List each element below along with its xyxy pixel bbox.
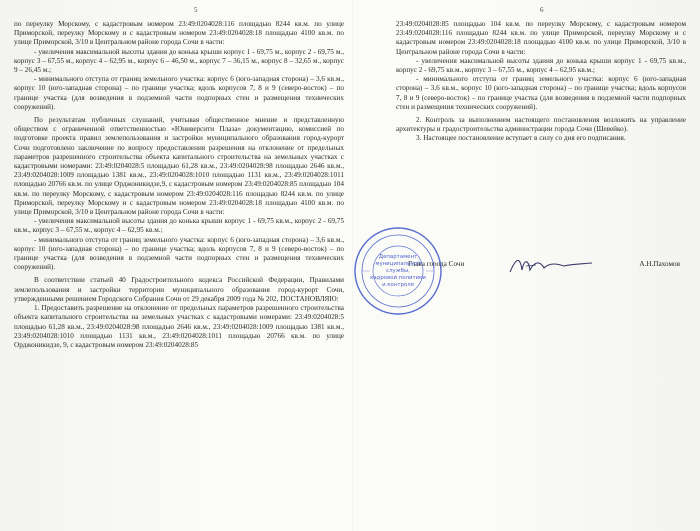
paragraph: По результатам публичных слушаний, учитывая общественное мнение и представленную обществом с ограниченной ответственностью «Юниверсити Плаза» документацию, комиссией по подготовке проекта правил землепользования и застройки муниципального образования город-курорт Сочи подготовлено заключение по вопросу предоставления разрешения на отклонение от предельных параметров разрешенного строительства объекта капитального строительства на земельных участках с кадастровыми номерами: 23:49:0204028:5 площадью 61,28 кв.м., 23:49:0204028:98 площадью 2646 кв.м., 23:49:0204028:1009 площадью 1381 кв.м., 23:49:0204028:1010 площадью 1131 кв.м., 23:49:0204028:1011 площадью 20766 кв.м. по улице Орджоникидзе,9, с кадастровым номером 23:49:0204028:85 площадью 104 кв.м. по переулку Морскому, с кадастровым номером 23:49:0204028:116 площадью 8244 кв.м. по улице Приморской, переулку Морскому и с кадастровым номером 23:49:0204028:18 площадью 4100 кв.м. по улице Приморской, 3/10 в Центральном районе города Сочи в части: [14, 116, 344, 217]
paragraph: - увеличения максимальной высоты здания до конька крыши корпус 1 - 69,75 кв.м., корпус 2 - 69,75 кв.м., корпус 3 – 67,55 м., корпус 4 – 62,95 кв.м.; [14, 217, 344, 235]
paragraph: - минимального отступа от границ земельного участка: корпус 6 (юго-западная сторона) – 3,6 кв.м., корпус 10 (юго-западная сторона) – по границе участка; вдоль корпусов 7, 8 и 9 (северо-восток) – по границе участка (для возведения в подземной части подпорных стен и размещения технических сооружений). [14, 75, 344, 111]
stamp-line: кадровой политики [370, 275, 426, 281]
paragraph: - увеличения максимальной высоты здания до конька крыши корпус 1 - 69,75 м., корпус 2 - 69,75 м., корпус 3 – 67,55 м., корпус 4 – 62,95 м., корпус 6 – 46,50 м., корпус 7 – 36,15 м., корпус 8 – 32,65 м., корпус 9 – 26,45 м.; [14, 47, 344, 75]
stamp-line: муниципальной [375, 261, 421, 267]
paragraph: - увеличения максимальной высоты здания до конька крыши корпус 1 - 69,75 кв.м., корпус 2 - 69,75 кв.м., корпус 3 – 67,55 м., корпус 4 – 62,95 кв.м.; [396, 56, 686, 75]
signatory-name: А.Н.Пахомов [639, 260, 680, 268]
paragraph: 3. Настоящее постановление вступает в силу со дня его подписания. [416, 134, 626, 143]
page-number-right: 6 [540, 6, 544, 14]
handwritten-signature [506, 252, 596, 278]
stamp-line: и контроля [382, 282, 414, 288]
official-stamp [352, 225, 444, 317]
paragraph: - минимального отступа от границ земельного участка: корпус 6 (юго-западная сторона) – 3,6 кв.м., корпус 10 (юго-западная сторона) – по границе участка; вдоль корпусов 7, 8 и 9 (северо-восток) – по границе участка (для возведения в подземной части подпорных стен и размещения технических сооружений). [396, 75, 686, 111]
paragraph: 2. Контроль за выполнением настоящего постановления возложить на управление архитектуры и градостроительства администрации города Сочи (Шевейко). [396, 116, 686, 134]
paragraph: 1. Предоставить разрешение на отклонение от предельных параметров разрешенного строительства объекта капитального строительства на земельных участках с кадастровыми номерами: 23:49:0204028:5 площадью 61,28 кв.м., 23:49:0204028:98 площадью 2646 кв.м., 23:49:0204028:1009 площадью 1381 кв.м., 23:49:0204028:1010 площадью 1131 кв.м., 23:49:0204028:1011 площадью 20766 кв.м. по улице Орджоникидзе, 9, с кадастровым номером 23:49:0204028:85 [14, 304, 344, 349]
paragraph: - минимального отступа от границ земельного участка: корпус 6 (юго-западная сторона) – 3,6 кв.м., корпус 10 (юго-западная сторона) – по границе участка; вдоль корпусов 7, 8 и 9 (северо-восток) – по границе участка (для возведения в подземной части подпорных стен и размещения технических сооружений). [14, 235, 344, 272]
paragraph: В соответствии статьей 40 Градостроительного кодекса Российской Федерации, Правилами землепользования и застройки территории муниципального образования город-курорт Сочи, утвержденными решением Городского Собрания Сочи от 29 декабря 2009 года № 202, ПОСТАНОВЛЯЮ: [14, 276, 344, 303]
stamp-line: службы, [386, 268, 410, 274]
right-page [396, 20, 686, 144]
signatory-title: Глава города Сочи [408, 260, 465, 268]
left-page [14, 20, 344, 350]
stamp-line: Департамент [378, 254, 418, 260]
paragraph: по переулку Морскому, с кадастровым номером 23:49:0204028:116 площадью 8244 кв.м. по улице Приморской, переулку Морскому и с кадастровым номером 23:49:0204028:18 площадью 4100 кв.м. по улице Приморской, 3/10 в Центральном районе города Сочи в части: [14, 20, 344, 47]
page-number-left: 5 [194, 6, 198, 14]
paragraph: 23:49:0204028:85 площадью 104 кв.м. по переулку Морскому, с кадастровым номером 23:49:0204028:116 площадью 8244 кв.м. по улице Приморской, переулку Морскому и с кадастровым номером 23:49:0204028:18 площадью 4100 кв.м. по улице Приморской, 3/10 в Центральном районе города Сочи в части: [396, 20, 686, 56]
